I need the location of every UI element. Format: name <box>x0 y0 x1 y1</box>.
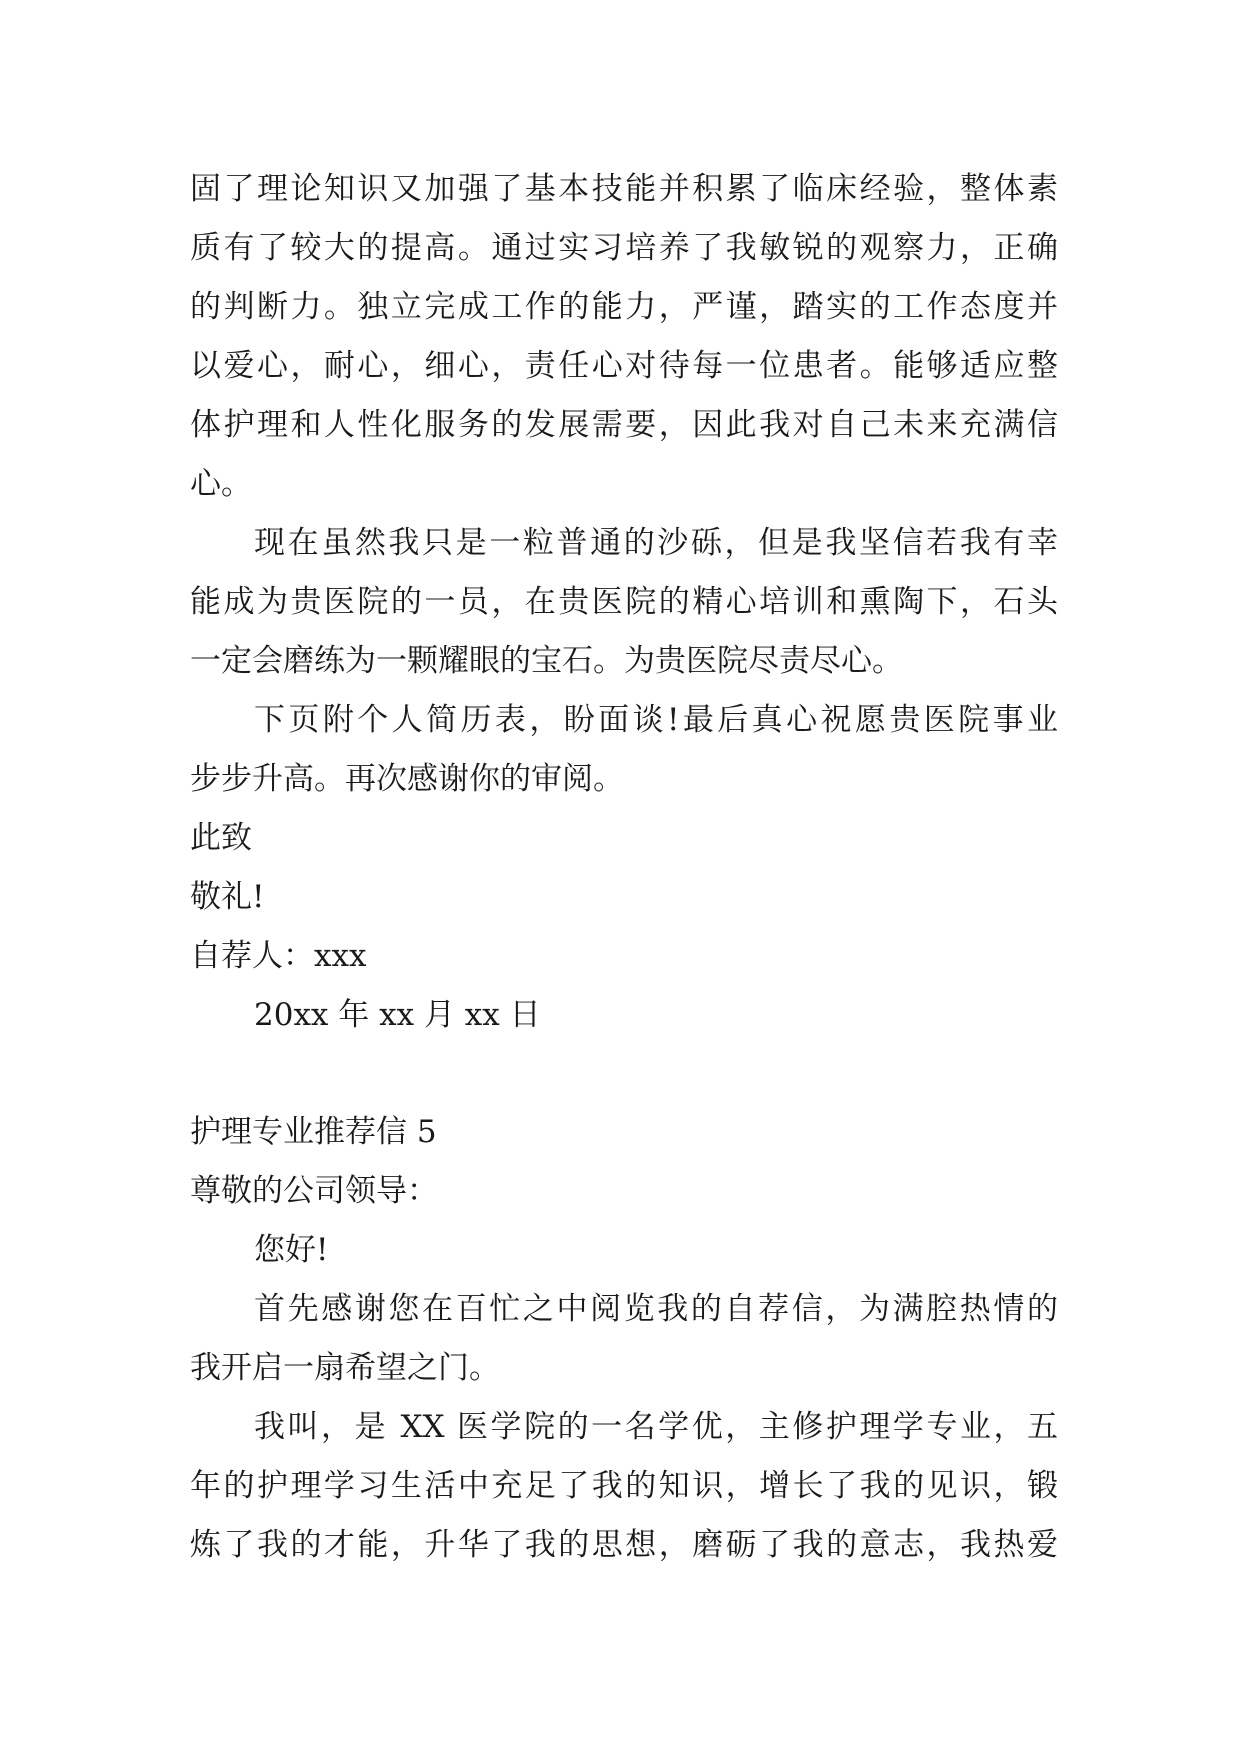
paragraph-line: 心。 <box>190 466 252 502</box>
letter-hello: 您好! <box>254 1232 329 1268</box>
paragraph-line: 能成为贵医院的一员，在贵医院的精心培训和熏陶下，石头 <box>190 584 1058 620</box>
paragraph-line: 固了理论知识又加强了基本技能并积累了临床经验，整体素 <box>190 171 1058 207</box>
paragraph-line: 体护理和人性化服务的发展需要，因此我对自己未来充满信 <box>190 407 1058 443</box>
paragraph-line: 我开启一扇希望之门。 <box>190 1350 500 1386</box>
paragraph-line: 首先感谢您在百忙之中阅览我的自荐信，为满腔热情的 <box>254 1291 1058 1327</box>
paragraph-line: 的判断力。独立完成工作的能力，严谨，踏实的工作态度并 <box>190 289 1058 325</box>
letter-title: 护理专业推荐信 5 <box>190 1114 437 1150</box>
letter-greeting: 尊敬的公司领导： <box>190 1173 438 1209</box>
signature: 自荐人：xxx <box>190 938 367 974</box>
paragraph-line: 一定会磨练为一颗耀眼的宝石。为贵医院尽责尽心。 <box>190 643 903 679</box>
document-page <box>190 160 1058 1575</box>
paragraph-line: 炼了我的才能，升华了我的思想，磨砺了我的意志，我热爱 <box>190 1527 1058 1563</box>
paragraph-line: 年的护理学习生活中充足了我的知识，增长了我的见识，锻 <box>190 1468 1058 1504</box>
closing-salutation: 此致 <box>190 820 252 856</box>
paragraph-line: 质有了较大的提高。通过实习培养了我敏锐的观察力，正确 <box>190 230 1058 266</box>
letter-date: 20xx 年 xx 月 xx 日 <box>254 997 541 1033</box>
paragraph-line: 步步升高。再次感谢你的审阅。 <box>190 761 624 797</box>
paragraph-line: 现在虽然我只是一粒普通的沙砾，但是我坚信若我有幸 <box>254 525 1058 561</box>
paragraph-line: 下页附个人简历表，盼面谈!最后真心祝愿贵医院事业 <box>254 702 1058 738</box>
paragraph-line: 以爱心，耐心，细心，责任心对待每一位患者。能够适应整 <box>190 348 1058 384</box>
section-gap <box>190 1045 1058 1103</box>
closing-salutation: 敬礼! <box>190 879 265 915</box>
paragraph-line: 我叫，是 XX 医学院的一名学优，主修护理学专业，五 <box>254 1409 1058 1445</box>
